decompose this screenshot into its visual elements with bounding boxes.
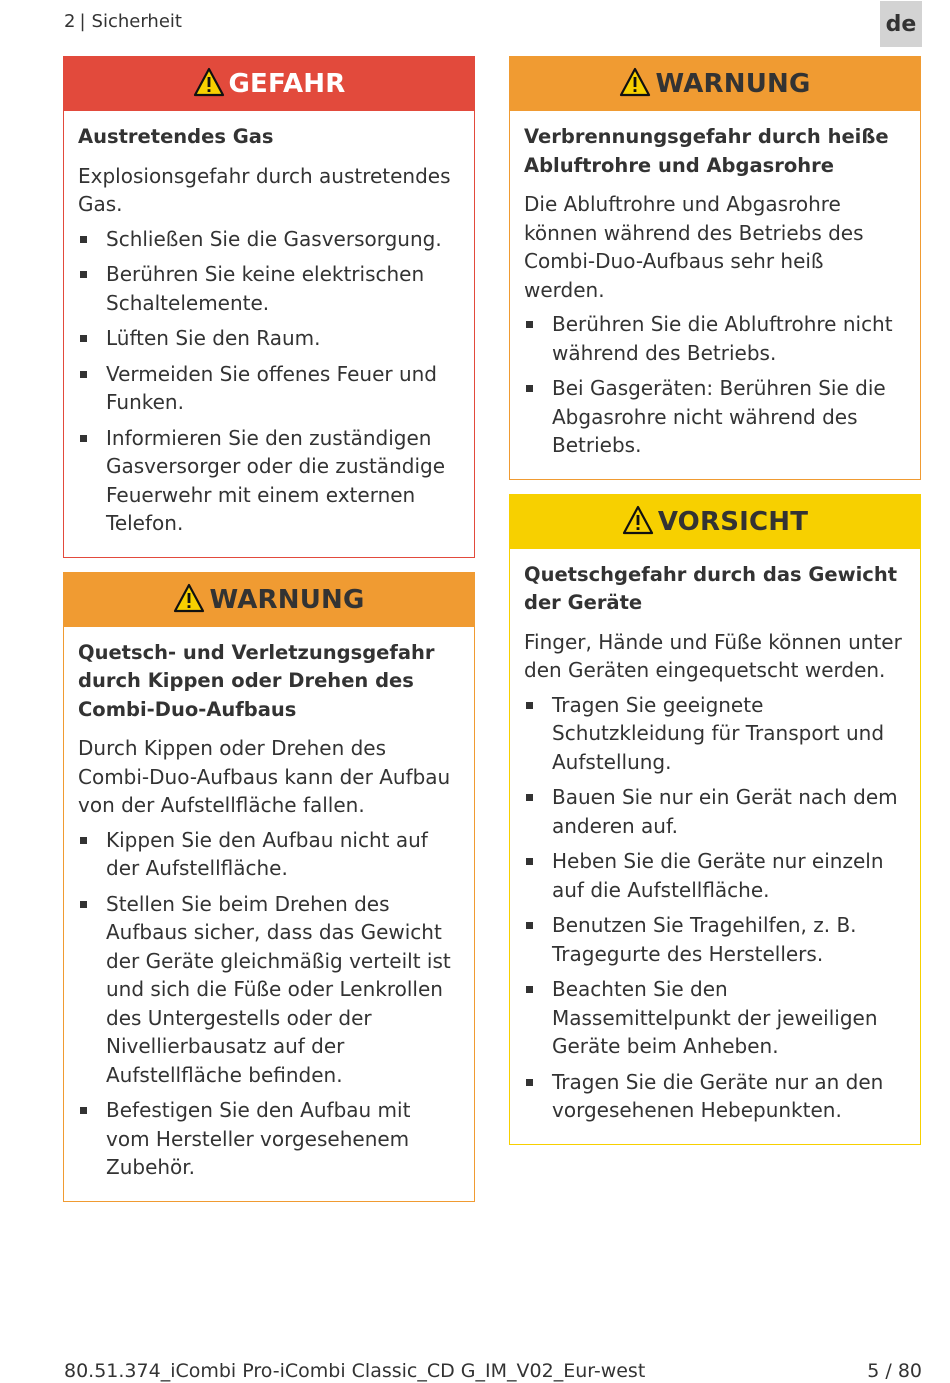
section-title: Sicherheit: [91, 11, 182, 32]
notice-description: Explosionsgefahr durch austretendes Gas.: [78, 163, 451, 216]
section-number: 2: [64, 11, 76, 32]
list-item: Bauen Sie nur ein Gerät nach dem anderen auf.: [524, 783, 906, 840]
notice-level: VORSICHT: [657, 506, 809, 537]
list-item: Schließen Sie die Gasversorgung.: [78, 225, 460, 254]
list-item: Heben Sie die Geräte nur einzeln auf die Aufstellfläche.: [524, 847, 906, 904]
list-item: Lüften Sie den Raum.: [78, 324, 460, 353]
list-item: Informieren Sie den zuständigen Gasversorger oder die zuständige Feuerwehr mit einem externen Telefon.: [78, 424, 460, 538]
list-item: Beachten Sie den Massemittelpunkt der jeweiligen Geräte beim Anheben.: [524, 975, 906, 1061]
instruction-list: [78, 826, 460, 1182]
warning-notice-hot-pipes: [509, 56, 921, 480]
list-item: Vermeiden Sie offenes Feuer und Funken.: [78, 360, 460, 417]
language-tag: de: [880, 1, 922, 47]
left-column: [63, 56, 475, 1216]
list-item: Bei Gasgeräten: Berühren Sie die Abgasrohre nicht während des Betriebs.: [524, 374, 906, 460]
caution-notice-weight: [509, 494, 921, 1145]
notice-title: Quetschgefahr durch das Gewicht der Geräte: [524, 562, 898, 614]
notice-level: WARNUNG: [209, 584, 365, 615]
page-number: 5 / 80: [867, 1360, 922, 1382]
instruction-list: [78, 225, 460, 538]
notice-description: Durch Kippen oder Drehen des Combi-Duo-Aufbaus kann der Aufbau von der Aufstellfläche fallen.: [78, 736, 451, 817]
list-item: Tragen Sie die Geräte nur an den vorgesehenen Hebepunkten.: [524, 1068, 906, 1125]
notice-header: [510, 495, 920, 549]
instruction-list: [524, 691, 906, 1125]
notice-description: Finger, Hände und Füße können unter den Geräten eingequetscht werden.: [524, 629, 902, 682]
list-item: Tragen Sie geeignete Schutzkleidung für Transport und Aufstellung.: [524, 691, 906, 777]
list-item: Befestigen Sie den Aufbau mit vom Hersteller vorgesehenem Zubehör.: [78, 1096, 460, 1182]
list-item: Kippen Sie den Aufbau nicht auf der Aufstellfläche.: [78, 826, 460, 883]
notice-title: Austretendes Gas: [78, 125, 274, 148]
list-item: Benutzen Sie Tragehilfen, z. B. Tragegurte des Herstellers.: [524, 911, 906, 968]
warning-triangle-icon: [173, 583, 205, 613]
document-id: 80.51.374_iCombi Pro-iCombi Classic_CD G_IM_V02_Eur-west: [64, 1360, 646, 1382]
list-item: Stellen Sie beim Drehen des Aufbaus sicher, dass das Gewicht der Geräte gleichmäßig verteilt ist und sich die Füße oder Lenkrollen des Untergestells oder der Nivellierbausatz auf der Aufstellfläche befinden.: [78, 890, 460, 1090]
warning-notice-tipping: [63, 572, 475, 1202]
right-column: [509, 56, 921, 1159]
notice-level: GEFAHR: [228, 69, 346, 99]
danger-notice-gas: [63, 56, 475, 558]
instruction-list: [524, 310, 906, 460]
notice-title: Quetsch- und Verletzungsgefahr durch Kippen oder Drehen des Combi-Duo-Aufbaus: [78, 640, 435, 721]
notice-title: Verbrennungsgefahr durch heiße Abluftrohre und Abgasrohre: [524, 125, 889, 177]
notice-header: [510, 57, 920, 111]
notice-header: [64, 573, 474, 627]
warning-triangle-icon: [619, 67, 651, 97]
list-item: Berühren Sie keine elektrischen Schaltelemente.: [78, 260, 460, 317]
notice-header: [64, 57, 474, 111]
warning-triangle-icon: [193, 67, 225, 97]
warning-triangle-icon: [622, 505, 654, 535]
section-header: 2 | Sicherheit: [64, 11, 182, 32]
list-item: Berühren Sie die Abluftrohre nicht während des Betriebs.: [524, 310, 906, 367]
notice-description: Die Abluftrohre und Abgasrohre können während des Betriebs des Combi-Duo-Aufbaus sehr heiß werden.: [524, 192, 864, 302]
notice-level: WARNUNG: [655, 69, 811, 99]
